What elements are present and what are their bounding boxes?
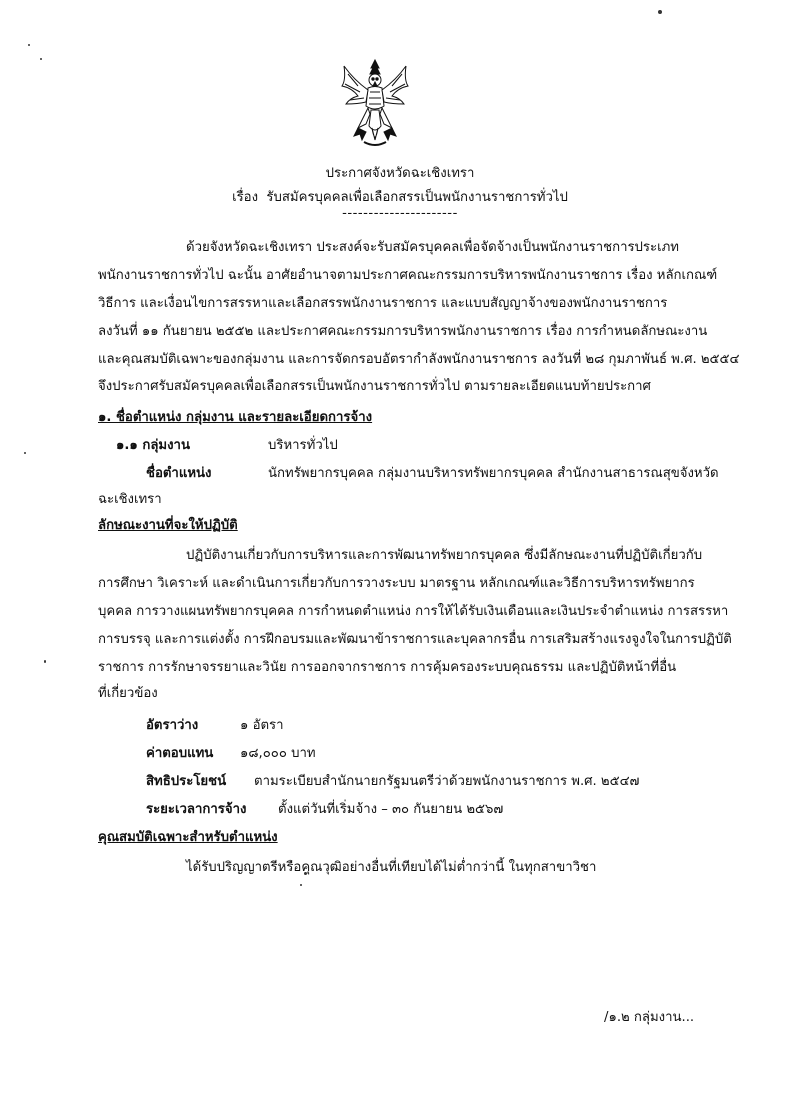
job-heading: ลักษณะงานที่จะให้ปฏิบัติ (98, 518, 238, 533)
job-line: การบรรจุ และการแต่งตั้ง การฝึกอบรมและพัฒนาข้าราชการและบุคลากรอื่น การเสริมสร้างแรงจูงใจในการปฏิบัติ (98, 632, 732, 647)
job-line: ที่เกี่ยวข้อง (98, 686, 158, 701)
position-value-continued: ฉะเชิงเทรา (98, 492, 162, 507)
period-value: ตั้งแต่วันที่เริ่มจ้าง – ๓๐ กันยายน ๒๕๖๗ (278, 802, 504, 817)
scan-speck (28, 44, 30, 46)
qualification-heading: คุณสมบัติเฉพาะสำหรับตำแหน่ง (98, 830, 278, 845)
pay-value: ๑๘,๐๐๐ บาท (240, 746, 316, 761)
intro-line: พนักงานราชการทั่วไป ฉะนั้น อาศัยอำนาจตามประกาศคณะกรรมการบริหารพนักงานราชการ เรื่อง หลักเกณฑ์ (98, 268, 718, 283)
subject-line (0, 186, 800, 207)
qualification-text: ได้รับปริญญาตรีหรือคุณวุฒิอย่างอื่นที่เทียบได้ไม่ต่ำกว่านี้ ในทุกสาขาวิชา (186, 860, 597, 875)
scan-speck (24, 452, 26, 454)
scan-speck (658, 10, 662, 14)
period-label: ระยะเวลาการจ้าง (146, 802, 247, 817)
scan-speck (40, 58, 42, 60)
intro-line: จึงประกาศรับสมัครบุคคลเพื่อเลือกสรรเป็นพนักงานราชการทั่วไป ตามรายละเอียดแนบท้ายประกาศ (98, 379, 651, 394)
page-continuation: /๑.๒ กลุ่มงาน... (604, 1010, 695, 1025)
job-line: ราชการ การรักษาจรรยาและวินัย การออกจากราชการ การคุ้มครองระบบคุณธรรม และปฏิบัติหน้าที่อื่น (98, 660, 677, 675)
pay-label: ค่าตอบแทน (146, 746, 214, 761)
job-line: บุคคล การวางแผนทรัพยากรบุคคล การกำหนดตำแหน่ง การให้ได้รับเงินเดือนและเงินประจำตำแหน่ง การสรรหา (98, 604, 729, 619)
scan-speck (44, 660, 46, 663)
job-line: ปฏิบัติงานเกี่ยวกับการบริหารและการพัฒนาทรัพยากรบุคคล ซึ่งมีลักษณะงานที่ปฏิบัติเกี่ยวกับ (186, 548, 703, 563)
intro-line: ด้วยจังหวัดฉะเชิงเทรา ประสงค์จะรับสมัครบุคคลเพื่อจัดจ้างเป็นพนักงานราชการประเภท (186, 240, 679, 255)
group-label: ๑.๑ กลุ่มงาน (116, 438, 190, 453)
garuda-emblem-icon (338, 58, 412, 150)
section-heading: ๑. ชื่อตำแหน่ง กลุ่มงาน และรายละเอียดการจ้าง (98, 410, 373, 425)
vacancy-value: ๑ อัตรา (240, 718, 284, 733)
benefit-label: สิทธิประโยชน์ (146, 774, 227, 789)
position-label: ชื่อตำแหน่ง (146, 466, 212, 481)
intro-line: วิธีการ และเงื่อนไขการสรรหาและเลือกสรรพนักงานราชการ และแบบสัญญาจ้างของพนักงานราชการ (98, 296, 668, 311)
announcement-title: ประกาศจังหวัดฉะเชิงเทรา (325, 166, 475, 181)
intro-line: และคุณสมบัติเฉพาะของกลุ่มงาน และการจัดกรอบอัตรากำลังพนักงานราชการ ลงวันที่ ๒๘ กุมภาพันธ์ พ.ศ. ๒๕๕๔ (98, 352, 740, 367)
group-value: บริหารทั่วไป (268, 438, 338, 453)
vacancy-label: อัตราว่าง (146, 718, 199, 733)
subject-text: รับสมัครบุคคลเพื่อเลือกสรรเป็นพนักงานราชการทั่วไป (266, 190, 568, 205)
benefit-value: ตามระเบียบสำนักนายกรัฐมนตรีว่าด้วยพนักงานราชการ พ.ศ. ๒๕๔๗ (254, 774, 640, 789)
job-line: การศึกษา วิเคราะห์ และดำเนินการเกี่ยวกับการวางระบบ มาตรฐาน หลักเกณฑ์และวิธีการบริหารทรัพยากร (98, 576, 695, 591)
title-separator: ---------------------- (342, 206, 458, 221)
scan-speck (300, 884, 302, 886)
subject-label: เรื่อง (232, 190, 259, 205)
position-value: นักทรัพยากรบุคคล กลุ่มงานบริหารทรัพยากรบุคคล สำนักงานสาธารณสุขจังหวัด (268, 466, 719, 481)
intro-line: ลงวันที่ ๑๑ กันยายน ๒๕๕๒ และประกาศคณะกรรมการบริหารพนักงานราชการ เรื่อง การกำหนดลักษณะงาน (98, 324, 708, 339)
